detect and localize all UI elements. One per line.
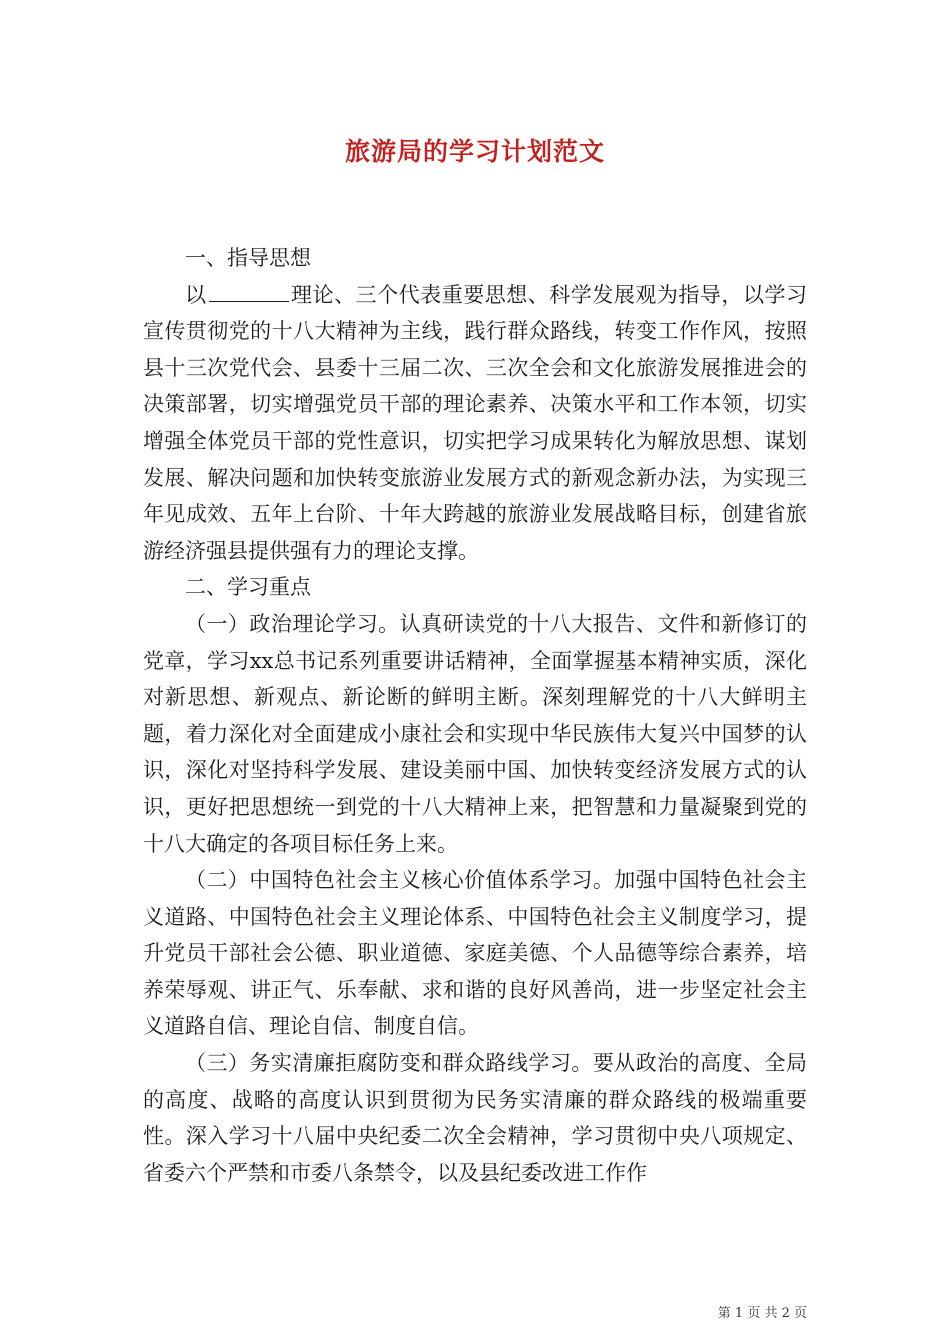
paragraph-text: 理论、三个代表重要思想、科学发展观为指导，以学习宣传贯彻党的十八大精神为主线，践行群众路线，转变工作作风，按照县十三次党代会、县委十三届二次、三次全会和文化旅游发展推进会的决策部署，切实增强党员干部的理论素养、决策水平和工作本领，切实增强全体党员干部的党性意识，切实把学习成果转化为解放思想、谋划发展、解决问题和加快转变旅游业发展方式的新观念新办法，为实现三年见成效、五年上台阶、十年大跨越的旅游业发展战略目标，创建省旅游经济强县提供强有力的理论支撑。 [143,282,808,563]
section-heading-guiding-ideology: 一、指导思想 [185,246,311,270]
paragraph-guiding-ideology [143,277,807,570]
blank-underline [209,281,289,302]
page-number-footer: 第 1 页 共 2 页 [717,1306,807,1321]
section-heading-study-focus: 二、学习重点 [185,575,311,600]
paragraph-political-theory: （一）政治理论学习。认真研读党的十八大报告、文件和新修订的党章，学习xx总书记系列重要讲话精神，全面掌握基本精神实质，深化对新思想、新观点、新论断的鲜明主断。深刻理解党的十八大鲜明主题，着力深化对全面建成小康社会和实现中华民族伟大复兴中国梦的认识，深化对坚持科学发展、建设美丽中国、加快转变经济发展方式的认识，更好把思想统一到党的十八大精神上来，把智慧和力量凝聚到党的十八大确定的各项目标任务上来。 [143,611,807,856]
document-body [143,240,807,1191]
paragraph-prefix: 以 [185,282,207,307]
paragraph-core-values: （二）中国特色社会主义核心价值体系学习。加强中国特色社会主义道路、中国特色社会主义理论体系、中国特色社会主义制度学习，提升党员干部社会公德、职业道德、家庭美德、个人品德等综合素养，培养荣辱观、讲正气、乐奉献、求和谐的良好风善尚，进一步坚定社会主义道路自信、理论自信、制度自信。 [143,868,807,1039]
paragraph-clean-governance: （三）务实清廉拒腐防变和群众路线学习。要从政治的高度、全局的高度、战略的高度认识到贯彻为民务实清廉的群众路线的极端重要性。深入学习十八届中央纪委二次全会精神，学习贯彻中央八项规定、省委六个严禁和市委八条禁令，以及县纪委改进工作作 [143,1051,807,1185]
document-title: 旅游局的学习计划范文 [344,137,605,166]
